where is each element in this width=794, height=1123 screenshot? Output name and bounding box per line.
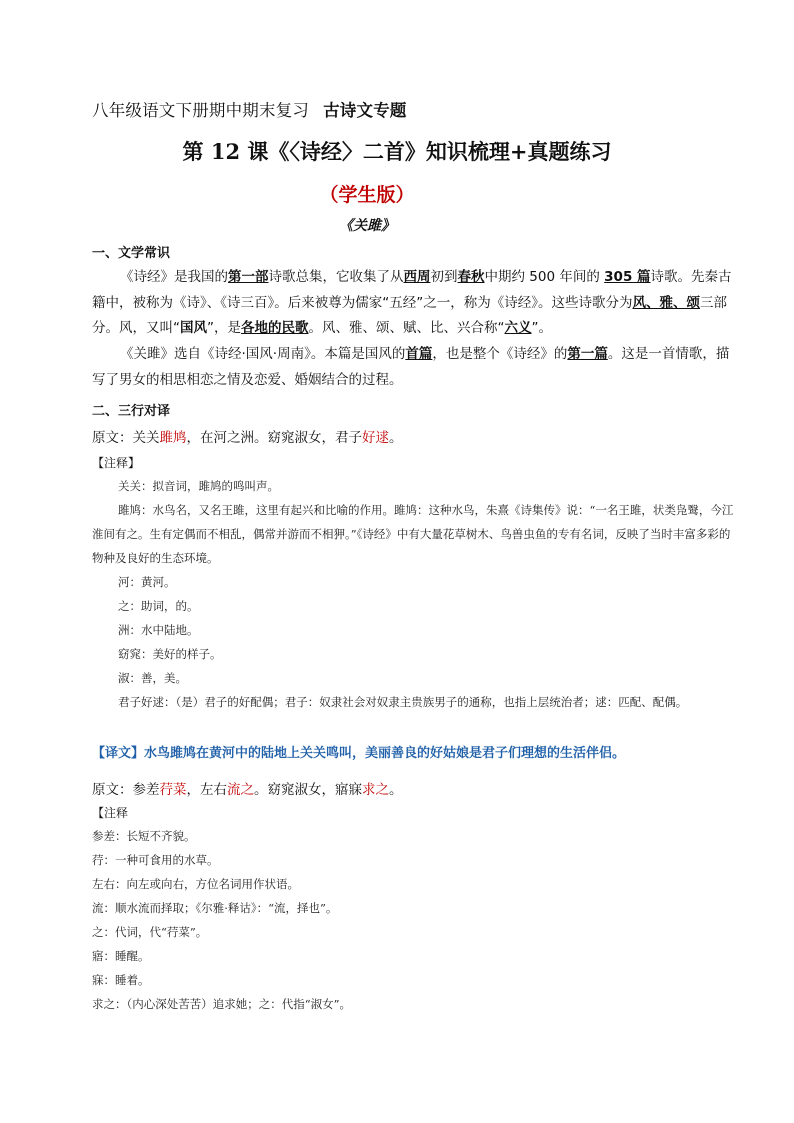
- key-term: 第一篇: [567, 346, 608, 362]
- text-run: 。这是一首情歌，描写了男女的相思相恋之情及恋爱、婚姻结合的过程。: [92, 346, 730, 388]
- note-item: 寤：睡醒。: [92, 949, 150, 963]
- translation-1: 【译文】水鸟雎鸠在黄河中的陆地上关关鸣叫，美丽善良的好姑娘是君子们理想的生活伴侣。: [92, 746, 626, 761]
- key-term: 首篇: [405, 346, 433, 362]
- note-item: 寐：睡着。: [92, 973, 150, 987]
- key-term: 第一部: [228, 269, 269, 285]
- key-term: 春秋: [457, 269, 485, 285]
- text-run: ”。: [531, 320, 552, 336]
- key-term: 西周: [403, 269, 431, 285]
- key-term: 风、雅、颂: [632, 294, 700, 311]
- edition-label: （学生版）: [319, 184, 415, 206]
- series-label: 八年级语文下册期中期末复习: [92, 101, 310, 120]
- text-run: 初到: [430, 269, 458, 285]
- highlighted-word: 求之: [362, 782, 389, 798]
- text-run: ，左右: [186, 782, 227, 798]
- section-heading-literature: 一、文学常识: [92, 246, 171, 261]
- original-text-stanza-1: [92, 426, 403, 446]
- notes-label: 【注释: [92, 806, 129, 820]
- note-item: 之：助词，的。: [118, 599, 199, 613]
- note-item: 参差：长短不齐貌。: [92, 829, 196, 843]
- note-item: 君子好逑：（是）君子的好配偶；君子：奴隶社会对奴隶主贵族男子的通称，也指上层统治者；逑：匹配、配偶。: [118, 695, 688, 709]
- text-run: 原文：参差: [92, 782, 160, 798]
- highlighted-word: 好逑: [362, 430, 389, 446]
- highlighted-word: 雎鸠: [159, 430, 187, 446]
- note-item: 洲：水中陆地。: [118, 623, 199, 637]
- original-text-stanza-2: [92, 778, 403, 798]
- note-item: 淑：善，美。: [118, 671, 187, 685]
- text-run: ”，是: [207, 320, 241, 336]
- key-term: 各地的民歌: [241, 320, 309, 336]
- highlighted-word: 流之: [227, 782, 254, 798]
- topic-label: 古诗文专题: [323, 101, 407, 120]
- text-run: 《关雎》选自《诗经·国风·周南》。本篇是国风的: [120, 346, 406, 362]
- text-run: ，在河之洲。窈窕淑女，君子: [186, 430, 362, 446]
- note-item: 求之：（内心深处苦苦）追求她；之：代指“淑女”。: [92, 997, 352, 1011]
- text-run: 。窈窕淑女，: [254, 782, 335, 798]
- text-run: 寤寐: [335, 782, 362, 798]
- text-run: 。: [389, 782, 403, 798]
- note-item: 流：顺水流而择取；《尔雅·释诂》：“流，择也”。: [92, 901, 338, 915]
- note-item: 左右：向左或向右，方位名词用作状语。: [92, 877, 299, 891]
- note-item: 雎鸠：水鸟名，又名王雎，这里有起兴和比喻的作用。雎鸠：这种水鸟，朱熹《诗集传》说：“一名王雎，状类凫鹥，今江淮间有之。生有定偶而不相乱，偶常并游而不相狎。”《诗经》中有大量花草树木、鸟兽虫鱼的专有名词，反映了当时丰富多彩的物种及良好的生态环境。: [92, 503, 734, 565]
- text-run: ，也是整个《诗经》的: [432, 346, 568, 362]
- page-title: 第 12 课《〈诗经〉二首》知识梳理+真题练习: [182, 139, 612, 164]
- literature-paragraph-2: [92, 342, 737, 393]
- poem-title: 《关雎》: [339, 218, 395, 234]
- key-term: 六义: [504, 320, 532, 336]
- section-heading-translation: 二、三行对译: [92, 404, 171, 419]
- text-run: 。风、雅、颂、赋、比、兴合称“: [308, 320, 505, 336]
- notes-label: 【注释】: [92, 456, 141, 470]
- text-run: 三部分。风，又叫“: [92, 294, 727, 336]
- text-run: 。: [389, 430, 403, 446]
- text-run: 诗歌总集，它收集了从: [268, 269, 404, 285]
- highlighted-word: 荇菜: [159, 782, 187, 798]
- note-item: 荇：一种可食用的水草。: [92, 853, 219, 867]
- key-term: 305 篇: [604, 269, 651, 285]
- series-header: [92, 97, 407, 121]
- note-item: 关关：拟音词，雎鸠的鸣叫声。: [118, 479, 279, 493]
- text-run: 原文：关关: [92, 430, 160, 446]
- note-item: 窈窕：美好的样子。: [118, 647, 222, 661]
- note-item: 之：代词，代“荇菜”。: [92, 925, 208, 939]
- literature-paragraph-1: [92, 265, 737, 342]
- text-run: 《诗经》是我国的: [120, 269, 228, 285]
- key-term: 国风: [180, 320, 207, 336]
- text-run: 诗歌。先秦古籍中，被称为《诗》、《诗三百》。后来被尊为儒家“五经”之一，称为《诗经》。这些诗歌分为: [92, 269, 732, 311]
- note-item: 河：黄河。: [118, 575, 176, 589]
- text-run: 中期约 500 年间的: [484, 269, 605, 285]
